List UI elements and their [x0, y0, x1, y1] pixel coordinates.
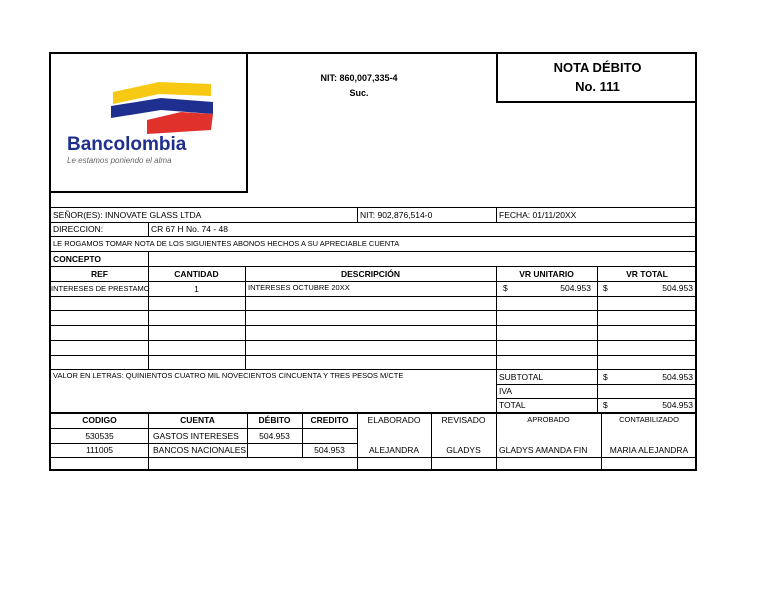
aprobado-value: GLADYS AMANDA FIN	[499, 445, 588, 455]
revisado-value: GLADYS	[446, 445, 481, 455]
bancolombia-logo-icon	[51, 54, 248, 193]
bank-tagline: Le estamos poniendo el alma	[67, 156, 172, 165]
elaborado-value: ALEJANDRA	[368, 445, 420, 455]
date-field: FECHA: 01/11/20XX	[499, 210, 577, 220]
row2-cuenta: BANCOS NACIONALES	[153, 445, 247, 455]
debit-note-document	[49, 52, 697, 471]
item-descripcion: INTERESES OCTUBRE 20XX	[248, 283, 350, 292]
col-vr-total: VR TOTAL	[626, 269, 668, 279]
subtotal-currency: $	[603, 372, 608, 382]
col-contabilizado: CONTABILIZADO	[619, 415, 679, 424]
client-name: SEÑOR(ES): INNOVATE GLASS LTDA	[53, 210, 202, 220]
subtotal-label: SUBTOTAL	[499, 372, 544, 382]
iva-label: IVA	[499, 386, 513, 396]
contabilizado-value: MARIA ALEJANDRA	[609, 445, 689, 455]
col-cantidad: CANTIDAD	[174, 269, 219, 279]
item-cantidad: 1	[194, 284, 199, 294]
address-value: CR 67 H No. 74 - 48	[151, 224, 229, 234]
doc-title: NOTA DÉBITO	[553, 60, 642, 75]
col-descripcion: DESCRIPCIÓN	[340, 269, 401, 279]
col-codigo: CODIGO	[82, 415, 117, 425]
col-revisado: REVISADO	[441, 415, 486, 425]
col-cuenta: CUENTA	[180, 415, 215, 425]
row1-debito: 504.953	[259, 431, 290, 441]
client-nit: NIT: 902,876,514-0	[360, 210, 433, 220]
row1-codigo: 530535	[85, 431, 114, 441]
branch-label: Suc.	[349, 88, 369, 98]
unit-currency: $	[503, 283, 508, 293]
address-label: DIRECCION:	[53, 224, 104, 234]
row1-cuenta: GASTOS INTERESES	[153, 431, 239, 441]
subtotal-value: 504.953	[662, 372, 693, 382]
col-elaborado: ELABORADO	[367, 415, 421, 425]
concepto-label: CONCEPTO	[53, 254, 102, 264]
grand-total-currency: $	[603, 400, 608, 410]
total-label: TOTAL	[499, 400, 526, 410]
notice-text: LE ROGAMOS TOMAR NOTA DE LOS SIGUIENTES ABONOS HECHOS A SU APRECIABLE CUENTA	[53, 239, 400, 248]
col-debito: DÉBITO	[258, 415, 291, 425]
item-ref: INTERESES DE PRESTAMO	[51, 284, 150, 293]
row2-credito: 504.953	[314, 445, 345, 455]
unit-price: 504.953	[560, 283, 591, 293]
col-vr-unitario: VR UNITARIO	[519, 269, 574, 279]
doc-number: No. 111	[575, 79, 620, 94]
item-total: 504.953	[662, 283, 693, 293]
bank-name: Bancolombia	[67, 134, 187, 155]
doc-title-box	[496, 54, 697, 103]
total-currency: $	[603, 283, 608, 293]
row2-codigo: 111005	[85, 445, 114, 455]
col-ref: REF	[91, 269, 108, 279]
grand-total-value: 504.953	[662, 400, 693, 410]
col-credito: CREDITO	[310, 415, 349, 425]
bank-nit: NIT: 860,007,335-4	[320, 73, 398, 83]
amount-in-words: VALOR EN LETRAS: QUINIENTOS CUATRO MIL NOVECIENTOS CINCUENTA Y TRES PESOS M/CTE	[53, 371, 404, 380]
col-aprobado: APROBADO	[527, 415, 570, 424]
logo-box	[51, 54, 248, 193]
